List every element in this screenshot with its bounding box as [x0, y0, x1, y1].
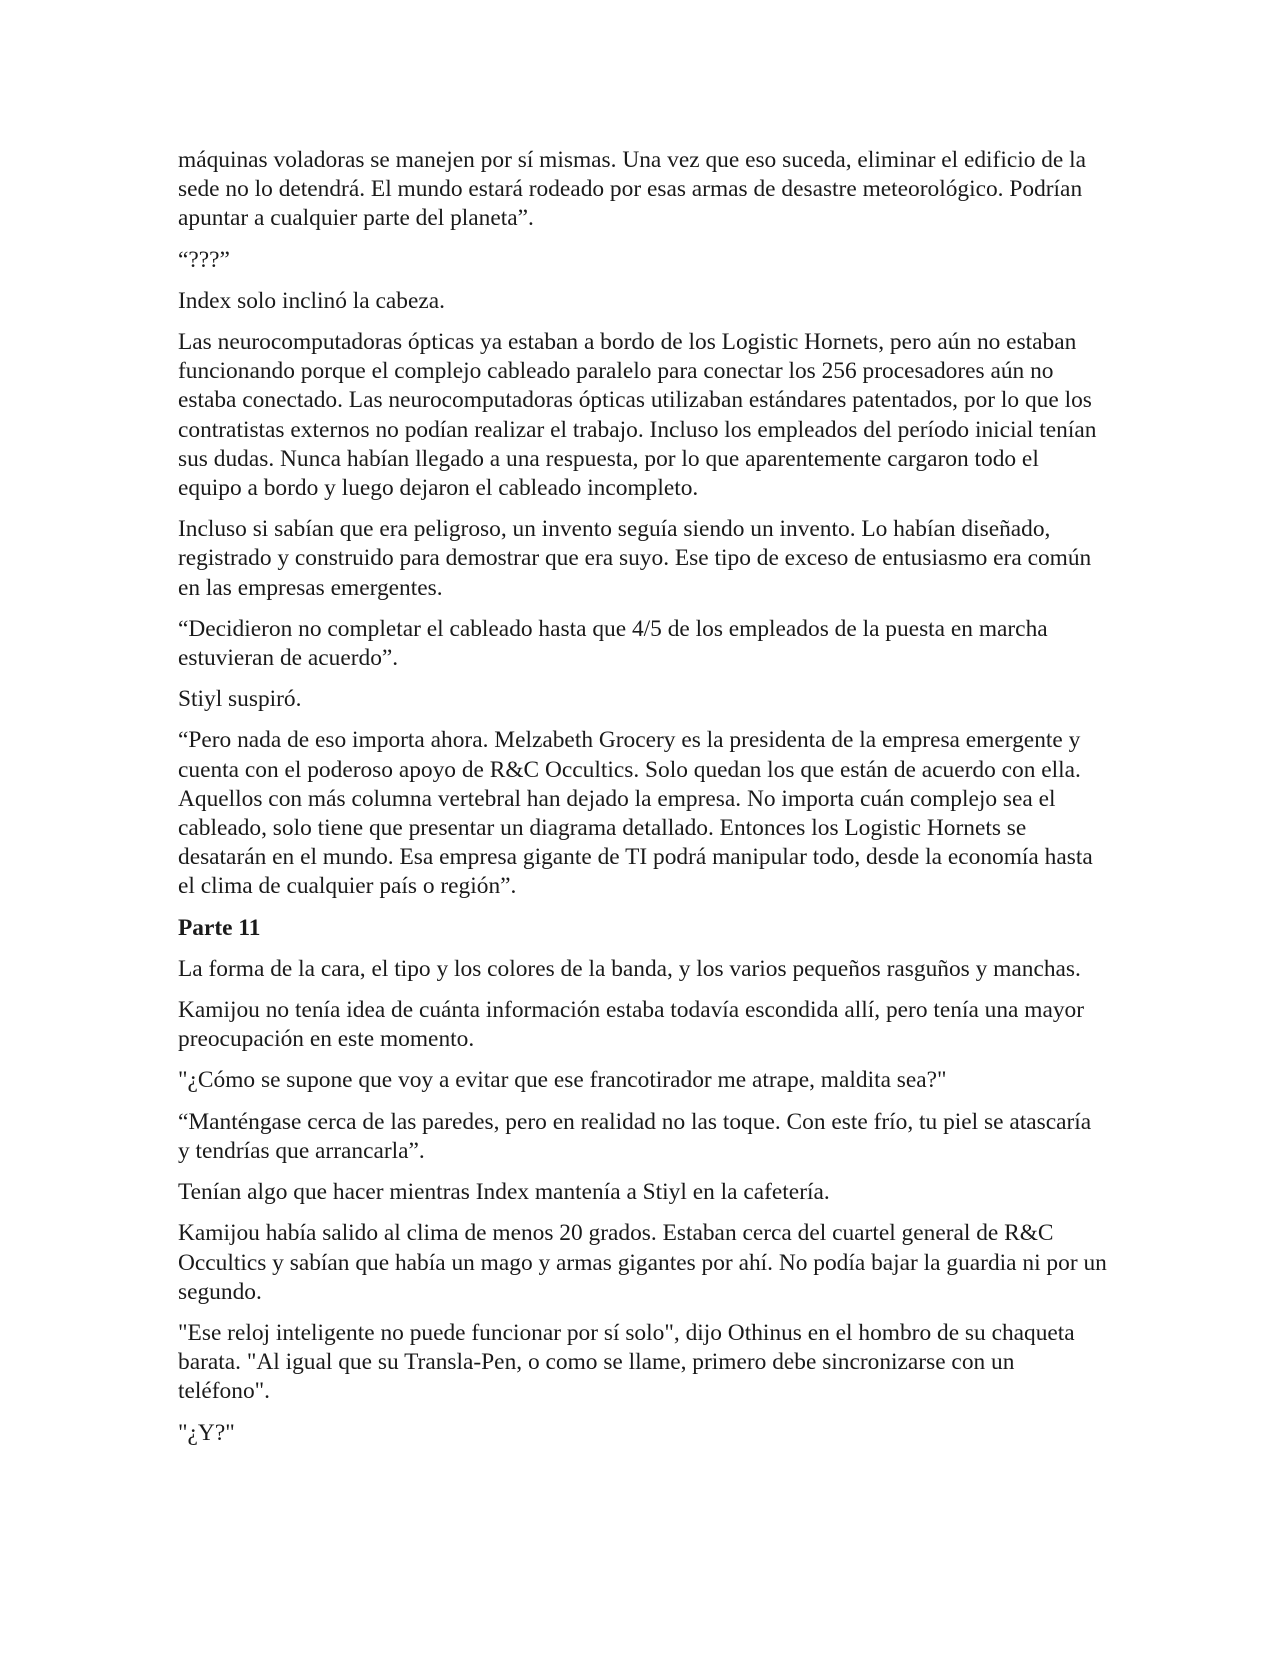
- paragraph: “Pero nada de eso importa ahora. Melzabeth Grocery es la presidenta de la empresa emergente y cuenta con el poderoso apoyo de R&C Occultics. Solo quedan los que están de acuerdo con ella. Aquellos con más columna vertebral han dejado la empresa. No importa cuán complejo sea el cableado, solo tiene que presentar un diagrama detallado. Entonces los Logistic Hornets se desatarán en el mundo. Esa empresa gigante de TI podrá manipular todo, desde la economía hasta el clima de cualquier país o región”.: [178, 727, 1093, 900]
- paragraph: Stiyl suspiró.: [178, 686, 302, 713]
- section-heading: Parte 11: [178, 914, 261, 941]
- paragraph: "Ese reloj inteligente no puede funcionar por sí solo", dijo Othinus en el hombro de su chaqueta barata. "Al igual que su Transla-Pen, o como se llame, primero debe sincronizarse con un teléfono".: [178, 1319, 1075, 1405]
- paragraph: “???”: [178, 246, 230, 273]
- paragraph: “Manténgase cerca de las paredes, pero en realidad no las toque. Con este frío, tu piel se atascaría y tendrías que arrancarla”.: [178, 1108, 1092, 1164]
- paragraph: Index solo inclinó la cabeza.: [178, 287, 445, 314]
- paragraph: "¿Cómo se supone que voy a evitar que ese francotirador me atrape, maldita sea?": [178, 1067, 947, 1094]
- paragraph: "¿Y?": [178, 1419, 235, 1446]
- document-page: [178, 146, 1108, 1460]
- paragraph: máquinas voladoras se manejen por sí mismas. Una vez que eso suceda, eliminar el edificio de la sede no lo detendrá. El mundo estará rodeado por esas armas de desastre meteorológico. Podrían apuntar a cualquier parte del planeta”.: [178, 147, 1087, 232]
- paragraph: “Decidieron no completar el cableado hasta que 4/5 de los empleados de la puesta en marcha estuvieran de acuerdo”.: [178, 615, 1048, 672]
- paragraph: Tenían algo que hacer mientras Index mantenía a Stiyl en la cafetería.: [178, 1179, 830, 1206]
- paragraph: La forma de la cara, el tipo y los colores de la banda, y los varios pequeños rasguños y manchas.: [178, 955, 1081, 982]
- paragraph: Kamijou había salido al clima de menos 20 grados. Estaban cerca del cuartel general de R&C Occultics y sabían que había un mago y armas gigantes por ahí. No podía bajar la guardia ni por un segundo.: [178, 1220, 1107, 1305]
- paragraph: Las neurocomputadoras ópticas ya estaban a bordo de los Logistic Hornets, pero aún no estaban funcionando porque el complejo cableado paralelo para conectar los 256 procesadores aún no estaba conectado. Las neurocomputadoras ópticas utilizaban estándares patentados, por lo que los contratistas externos no podían realizar el trabajo. Incluso los empleados del período inicial tenían sus dudas. Nunca habían llegado a una respuesta, por lo que aparentemente cargaron todo el equipo a bordo y luego dejaron el cableado incompleto.: [178, 329, 1097, 502]
- paragraph: Kamijou no tenía idea de cuánta información estaba todavía escondida allí, pero tenía una mayor preocupación en este momento.: [178, 997, 1085, 1053]
- paragraph: Incluso si sabían que era peligroso, un invento seguía siendo un invento. Lo habían diseñado, registrado y construido para demostrar que era suyo. Ese tipo de exceso de entusiasmo era común en las empresas emergentes.: [178, 516, 1092, 601]
